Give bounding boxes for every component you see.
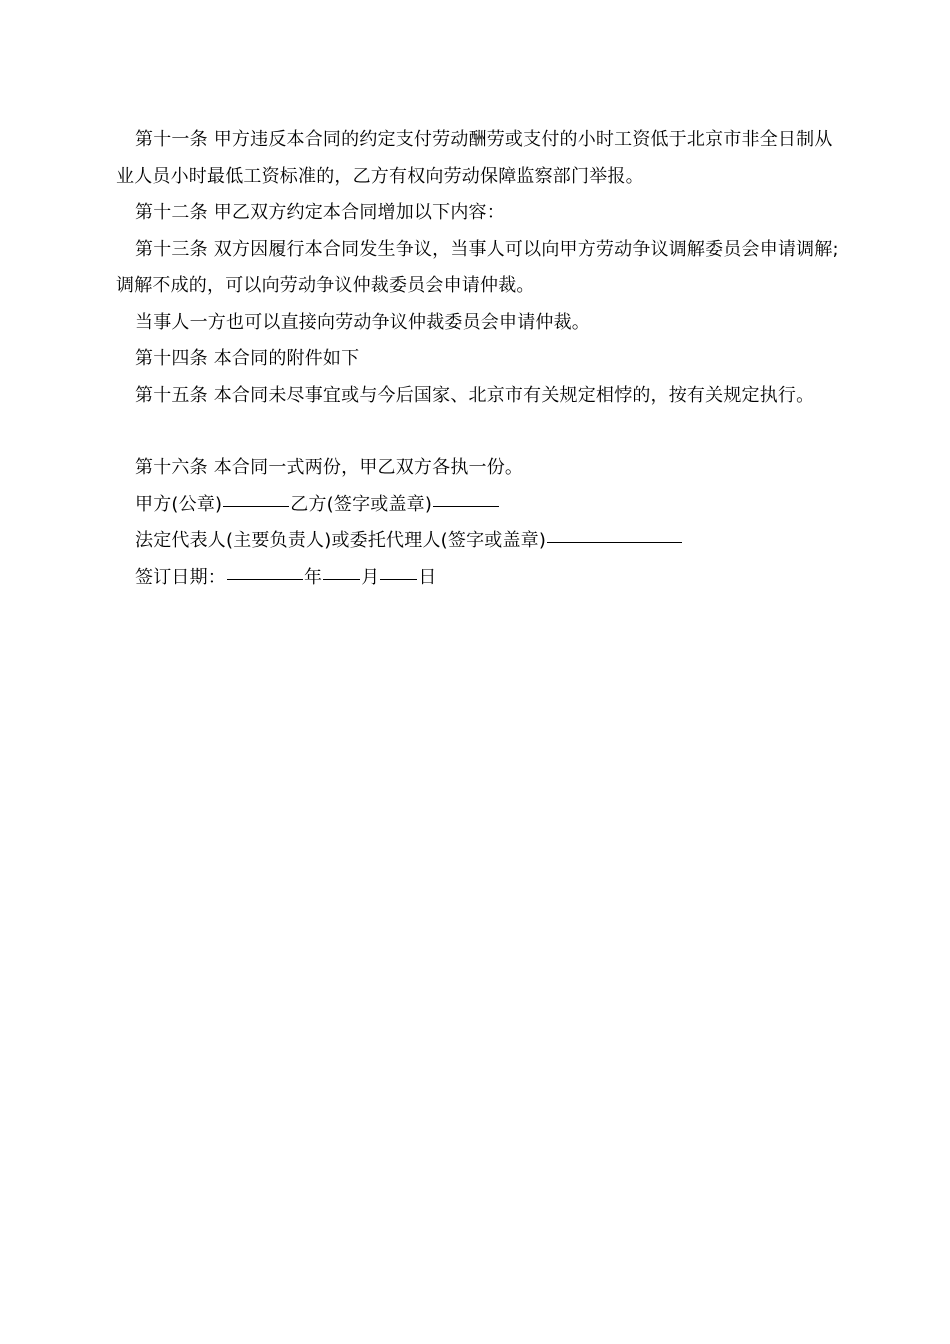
party-b-blank[interactable] [433,486,499,507]
article-16: 第十六条 本合同一式两份，甲乙双方各执一份。 [135,457,524,478]
party-a-label: 甲方(公章) [135,493,223,515]
month-label: 月 [361,566,380,588]
spacer [116,414,850,450]
month-blank[interactable] [323,559,360,580]
representative-blank[interactable] [547,522,682,543]
representative-signature-line [116,523,850,560]
article-14: 第十四条 本合同的附件如下 [135,348,360,369]
article-12: 第十二条 甲乙双方约定本合同增加以下内容： [135,202,505,223]
date-label: 签订日期： [135,566,226,588]
article-13: 第十三条 双方因履行本合同发生争议，当事人可以向甲方劳动争议调解委员会申请调解;调解不成的，可以向劳动争议仲裁委员会申请仲裁。 [116,238,839,296]
contract-body [116,122,850,596]
signing-date-line [116,560,850,597]
day-label: 日 [418,566,437,588]
article-11: 第十一条 甲方违反本合同的约定支付劳动酬劳或支付的小时工资低于北京市非全日制从业人员小时最低工资标准的，乙方有权向劳动保障监察部门举报。 [116,129,833,187]
party-a-blank[interactable] [223,486,289,507]
day-blank[interactable] [380,559,417,580]
article-15: 第十五条 本合同未尽事宜或与今后国家、北京市有关规定相悖的，按有关规定执行。 [135,384,815,406]
article-13-note: 当事人一方也可以直接向劳动争议仲裁委员会申请仲裁。 [135,311,590,333]
representative-label: 法定代表人(主要负责人)或委托代理人(签字或盖章) [135,530,547,551]
year-blank[interactable] [227,559,303,580]
party-b-label: 乙方(签字或盖章) [290,493,433,515]
year-label: 年 [304,566,323,588]
party-signature-line [116,487,850,524]
